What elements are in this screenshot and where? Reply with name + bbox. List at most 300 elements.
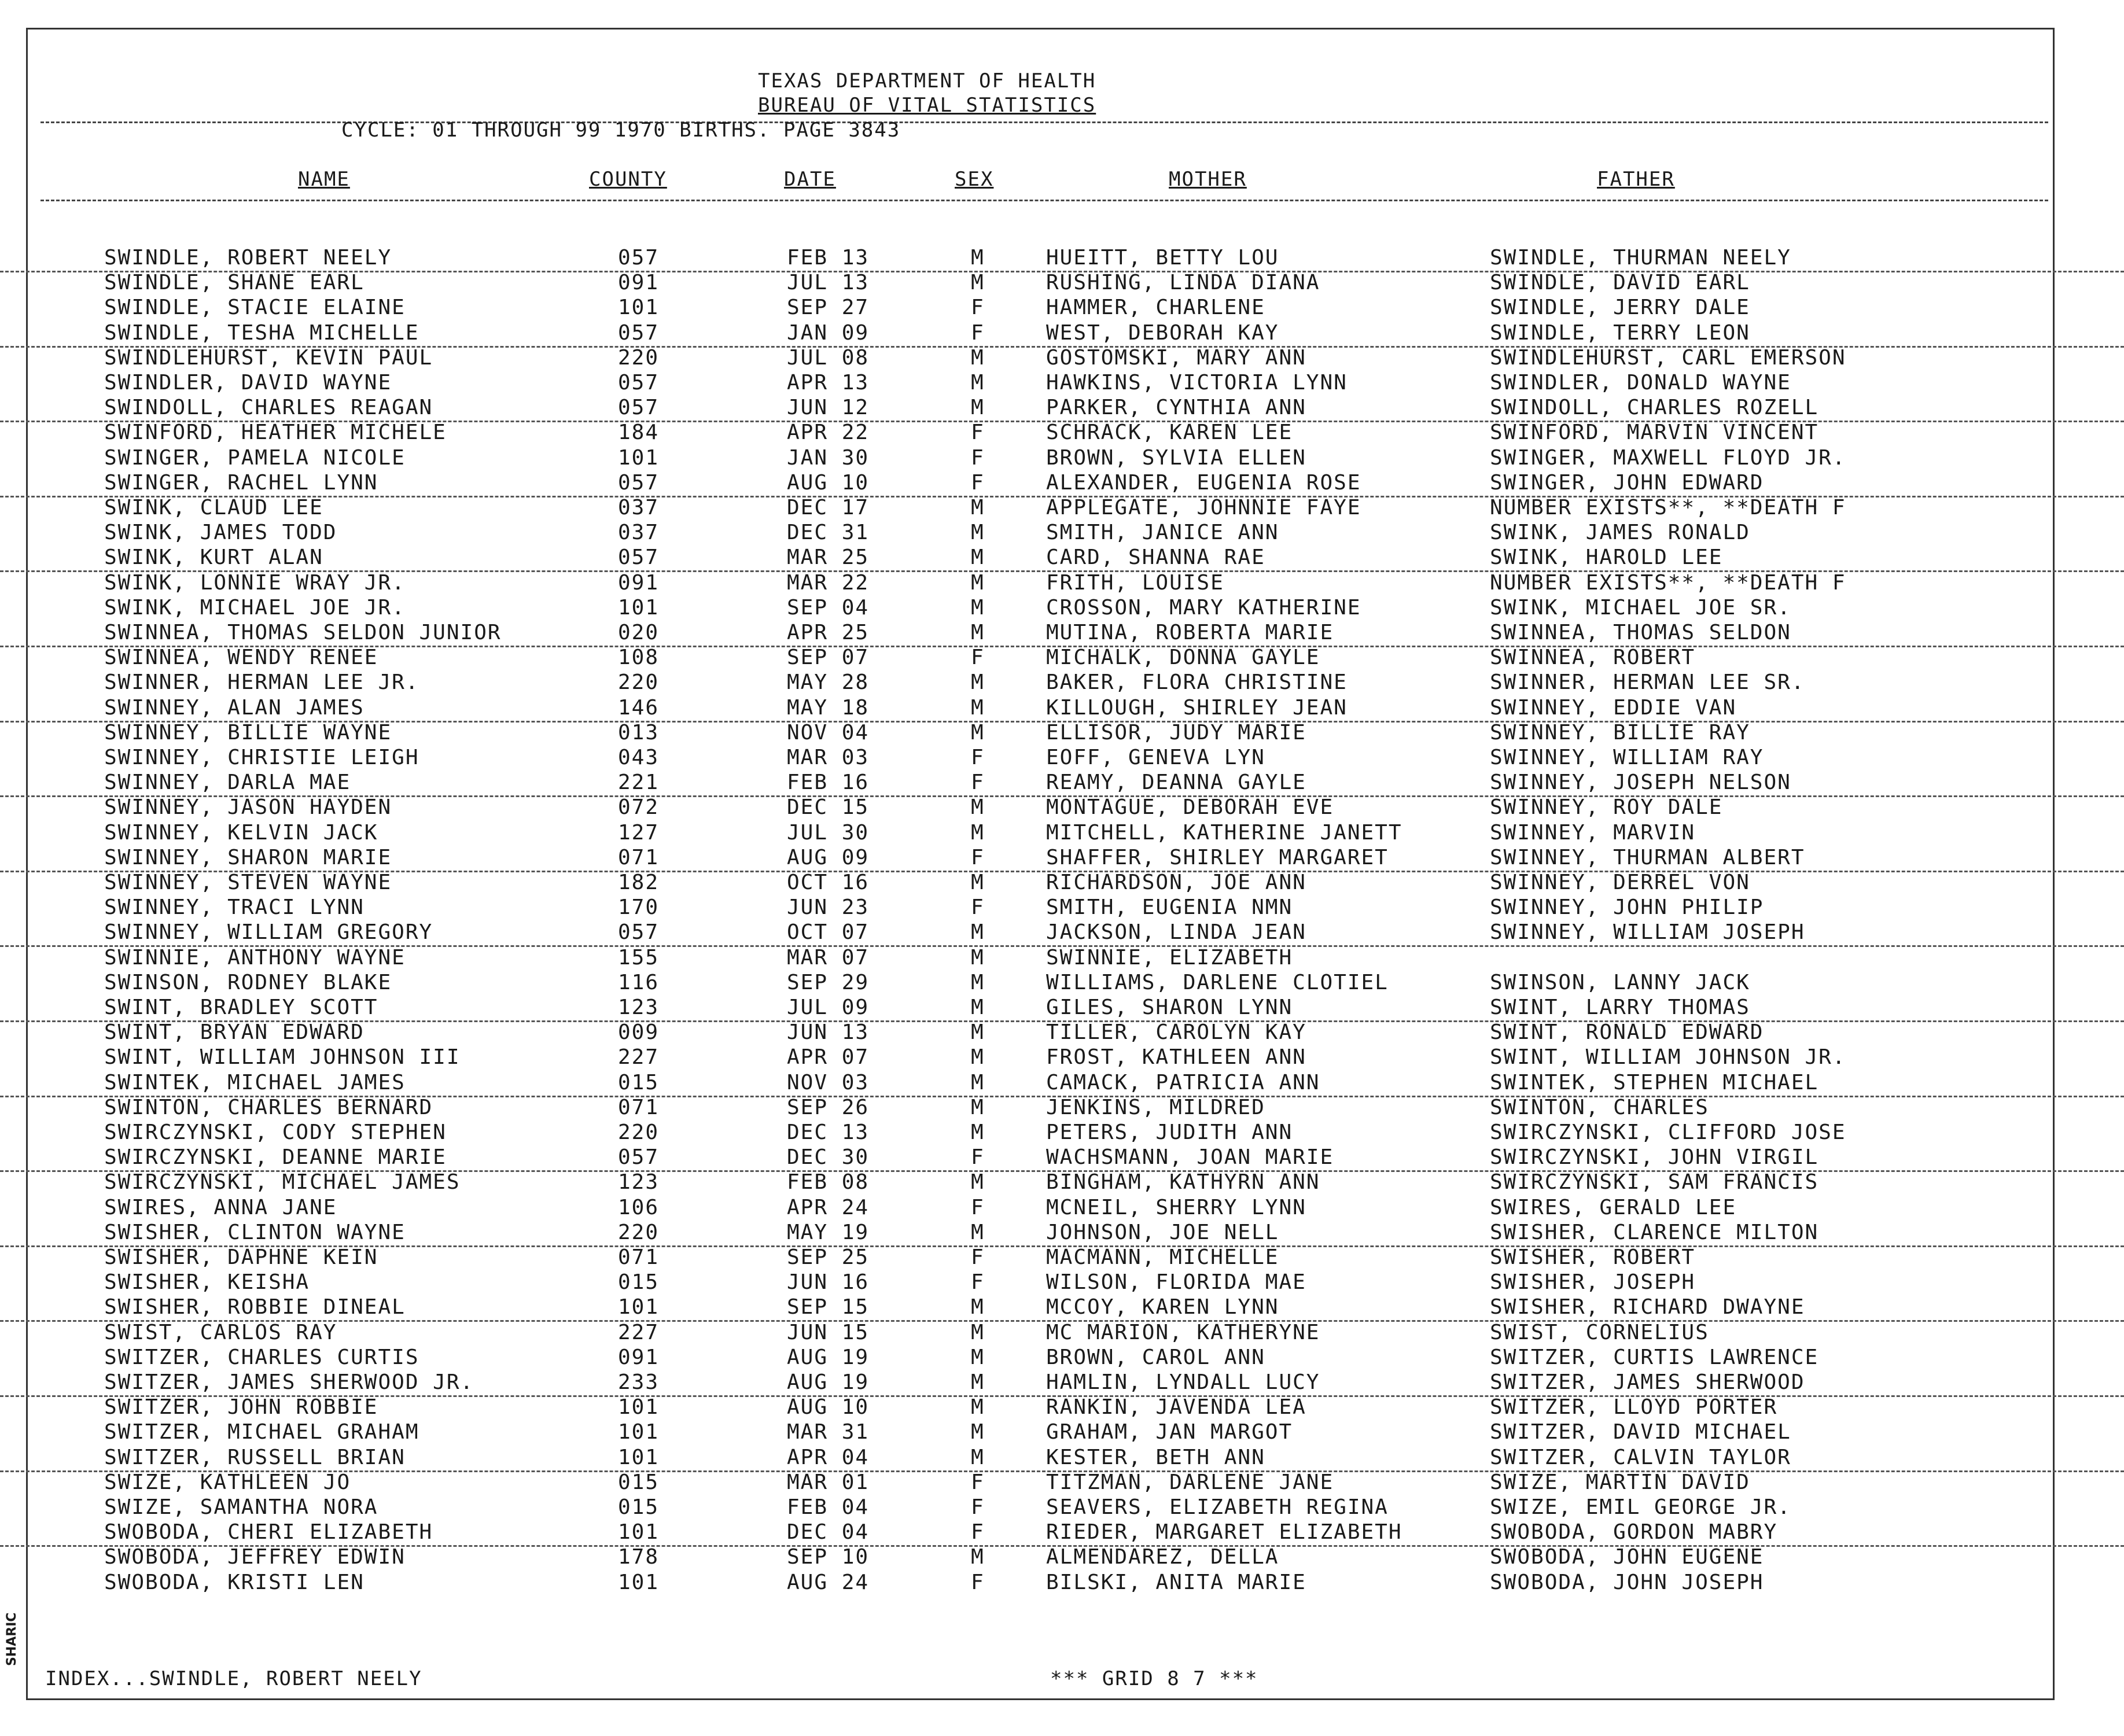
cell-mother: PARKER, CYNTHIA ANN	[1046, 396, 1306, 420]
cell-date: AUG 10	[787, 1395, 870, 1420]
cell-father: SWITZER, CURTIS LAWRENCE	[1490, 1345, 1819, 1369]
column-header-father: FATHER	[1597, 168, 1675, 191]
cell-sex: M	[971, 1220, 985, 1244]
cell-county: 015	[618, 1495, 660, 1519]
cell-date: FEB 16	[787, 771, 870, 795]
cell-sex: M	[971, 1545, 985, 1569]
table-row	[0, 371, 2124, 396]
cell-date: SEP 07	[787, 646, 870, 670]
cell-mother: RIEDER, MARGARET ELIZABETH	[1046, 1520, 1402, 1545]
cell-mother: RICHARDSON, JOE ANN	[1046, 871, 1306, 894]
cell-mother: MACMANN, MICHELLE	[1046, 1245, 1279, 1269]
cell-name: SWITZER, MICHAEL GRAHAM	[104, 1420, 419, 1444]
table-row	[0, 1446, 2124, 1472]
table-row	[0, 946, 2124, 971]
cell-name: SWIST, CARLOS RAY	[104, 1320, 337, 1344]
cell-sex: F	[971, 1520, 985, 1545]
table-row	[0, 1321, 2124, 1346]
cell-father: SWOBODA, JOHN EUGENE	[1490, 1545, 1764, 1569]
cell-county: 071	[618, 1095, 660, 1119]
cell-name: SWOBODA, KRISTI LEN	[104, 1570, 365, 1594]
cell-name: SWIRES, ANNA JANE	[104, 1195, 337, 1219]
cell-father: SWINDLEHURST, CARL EMERSON	[1490, 345, 1846, 370]
cell-county: 101	[618, 296, 660, 320]
cell-father: SWIRCZYNSKI, CLIFFORD JOSE	[1490, 1121, 1846, 1144]
table-row	[0, 895, 2124, 920]
table-row	[0, 1045, 2124, 1070]
cell-father: SWINDLE, THURMAN NEELY	[1490, 246, 1791, 270]
cell-mother: MITCHELL, KATHERINE JANETT	[1046, 820, 1402, 845]
cell-name: SWINNEY, CHRISTIE LEIGH	[104, 746, 419, 769]
table-row	[0, 1470, 2124, 1495]
table-row	[0, 271, 2124, 296]
cell-county: 220	[618, 345, 660, 370]
column-header-sex: SEX	[955, 168, 994, 191]
cell-county: 057	[618, 470, 660, 495]
table-row	[0, 1346, 2124, 1370]
cell-father: SWINDLE, DAVID EARL	[1490, 271, 1750, 295]
table-row	[0, 1020, 2124, 1045]
cell-mother: HAMMER, CHARLENE	[1046, 296, 1265, 320]
cell-sex: M	[971, 371, 985, 395]
cell-date: FEB 04	[787, 1495, 870, 1519]
cell-name: SWITZER, CHARLES CURTIS	[104, 1345, 419, 1369]
cell-father: SWIRCZYNSKI, JOHN VIRGIL	[1490, 1145, 1819, 1170]
table-row	[0, 670, 2124, 695]
cell-mother: MICHALK, DONNA GAYLE	[1046, 646, 1320, 670]
cell-date: MAY 18	[787, 695, 870, 720]
cell-name: SWINTON, CHARLES BERNARD	[104, 1095, 433, 1119]
cell-date: NOV 04	[787, 720, 870, 744]
table-row	[0, 721, 2124, 746]
cell-county: 037	[618, 496, 660, 519]
cell-name: SWINK, MICHAEL JOE JR.	[104, 595, 406, 620]
cell-name: SWITZER, RUSSELL BRIAN	[104, 1445, 406, 1469]
cell-date: APR 24	[787, 1195, 870, 1219]
cell-father: SWITZER, DAVID MICHAEL	[1490, 1420, 1791, 1444]
column-header-mother: MOTHER	[1169, 168, 1247, 191]
cell-name: SWINDLE, SHANE EARL	[104, 271, 365, 295]
cell-county: 108	[618, 646, 660, 670]
cell-sex: M	[971, 670, 985, 695]
cell-name: SWINT, BRADLEY SCOTT	[104, 996, 378, 1019]
cell-sex: M	[971, 996, 985, 1019]
cell-sex: M	[971, 920, 985, 945]
table-row	[0, 646, 2124, 670]
table-row	[0, 1071, 2124, 1097]
cell-father: SWINDLE, TERRY LEON	[1490, 320, 1750, 345]
cell-mother: KESTER, BETH ANN	[1046, 1445, 1265, 1469]
cell-sex: M	[971, 1295, 985, 1319]
cell-name: SWINNEY, SHARON MARIE	[104, 845, 392, 869]
column-header-date: DATE	[784, 168, 836, 191]
cell-name: SWITZER, JOHN ROBBIE	[104, 1395, 378, 1420]
cell-mother: SWINNIE, ELIZABETH	[1046, 945, 1293, 970]
cell-father: SWINT, LARRY THOMAS	[1490, 996, 1750, 1019]
cell-sex: M	[971, 1121, 985, 1144]
table-row	[0, 1520, 2124, 1547]
cell-father: SWIRCZYNSKI, SAM FRANCIS	[1490, 1170, 1819, 1195]
cell-date: DEC 31	[787, 521, 870, 545]
cell-mother: BAKER, FLORA CHRISTINE	[1046, 670, 1348, 695]
table-row	[0, 1196, 2124, 1221]
cell-county: 106	[618, 1195, 660, 1219]
cell-father: SWISHER, JOSEPH	[1490, 1270, 1696, 1295]
cell-date: AUG 09	[787, 845, 870, 869]
cell-mother: WEST, DEBORAH KAY	[1046, 320, 1279, 345]
table-row	[0, 821, 2124, 846]
cell-date: JUL 30	[787, 820, 870, 845]
cell-father: SWINGER, MAXWELL FLOYD JR.	[1490, 445, 1846, 470]
cell-sex: M	[971, 1445, 985, 1469]
cell-father: SWIST, CORNELIUS	[1490, 1320, 1709, 1344]
cell-father: SWISHER, ROBERT	[1490, 1245, 1696, 1269]
table-row	[0, 1370, 2124, 1397]
cell-sex: F	[971, 296, 985, 320]
table-row	[0, 571, 2124, 596]
cell-father: SWITZER, CALVIN TAYLOR	[1490, 1445, 1791, 1469]
cell-name: SWINGER, PAMELA NICOLE	[104, 445, 406, 470]
cell-name: SWINT, BRYAN EDWARD	[104, 1020, 365, 1045]
cell-county: 057	[618, 1145, 660, 1170]
cell-county: 057	[618, 920, 660, 945]
cell-county: 020	[618, 621, 660, 644]
cell-sex: F	[971, 746, 985, 769]
cell-father: SWITZER, JAMES SHERWOOD	[1490, 1370, 1805, 1394]
column-header-county: COUNTY	[589, 168, 667, 191]
cell-date: APR 13	[787, 371, 870, 395]
cell-county: 184	[618, 421, 660, 445]
table-row	[0, 446, 2124, 471]
cell-date: JUN 23	[787, 895, 870, 920]
cell-county: 091	[618, 1345, 660, 1369]
cell-sex: F	[971, 771, 985, 795]
table-row	[0, 1221, 2124, 1247]
cell-date: DEC 13	[787, 1121, 870, 1144]
cell-father: SWINDOLL, CHARLES ROZELL	[1490, 396, 1819, 420]
cell-sex: F	[971, 470, 985, 495]
cell-name: SWINNEY, JASON HAYDEN	[104, 795, 392, 820]
cell-sex: M	[971, 595, 985, 620]
cell-date: FEB 08	[787, 1170, 870, 1195]
cell-name: SWINDLEHURST, KEVIN PAUL	[104, 345, 433, 370]
cell-mother: APPLEGATE, JOHNNIE FAYE	[1046, 496, 1361, 519]
cell-date: AUG 19	[787, 1345, 870, 1369]
cell-name: SWISHER, DAPHNE KEIN	[104, 1245, 378, 1269]
table-row	[0, 996, 2124, 1022]
cell-county: 101	[618, 1420, 660, 1444]
table-row	[0, 1420, 2124, 1445]
cell-date: APR 07	[787, 1045, 870, 1070]
cell-county: 101	[618, 445, 660, 470]
cell-sex: M	[971, 271, 985, 295]
cell-sex: M	[971, 820, 985, 845]
cell-sex: M	[971, 1320, 985, 1344]
cell-name: SWINDLE, STACIE ELAINE	[104, 296, 406, 320]
side-label: SHARIC	[5, 1612, 19, 1666]
cell-name: SWIZE, KATHLEEN JO	[104, 1470, 351, 1494]
table-row	[0, 1495, 2124, 1520]
cell-father: SWOBODA, JOHN JOSEPH	[1490, 1570, 1764, 1594]
cell-name: SWITZER, JAMES SHERWOOD JR.	[104, 1370, 474, 1394]
cell-father: SWINK, HAROLD LEE	[1490, 546, 1723, 570]
table-row	[0, 1395, 2124, 1420]
cell-mother: MC MARION, KATHERYNE	[1046, 1320, 1320, 1344]
cell-name: SWINK, LONNIE WRAY JR.	[104, 570, 406, 595]
cell-date: JUN 15	[787, 1320, 870, 1344]
cell-father: SWINSON, LANNY JACK	[1490, 970, 1750, 994]
cell-mother: WILLIAMS, DARLENE CLOTIEL	[1046, 970, 1389, 994]
cell-county: 146	[618, 695, 660, 720]
cell-mother: WACHSMANN, JOAN MARIE	[1046, 1145, 1334, 1170]
cell-date: AUG 10	[787, 470, 870, 495]
cell-county: 057	[618, 371, 660, 395]
cycle-line: CYCLE: 01 THROUGH 99 1970 BIRTHS. PAGE 3843	[341, 119, 901, 142]
table-row	[0, 496, 2124, 521]
table-row	[0, 521, 2124, 546]
cell-date: JUN 16	[787, 1270, 870, 1295]
cell-date: DEC 30	[787, 1145, 870, 1170]
cell-date: JUL 09	[787, 996, 870, 1019]
cell-date: MAR 01	[787, 1470, 870, 1494]
cell-sex: M	[971, 1070, 985, 1094]
cell-name: SWOBODA, CHERI ELIZABETH	[104, 1520, 433, 1545]
cell-father: SWINNEY, DERREL VON	[1490, 871, 1750, 894]
cell-father: SWITZER, LLOYD PORTER	[1490, 1395, 1778, 1420]
cell-date: OCT 16	[787, 871, 870, 894]
cell-father: SWINNEY, WILLIAM RAY	[1490, 746, 1764, 769]
cell-county: 220	[618, 1121, 660, 1144]
column-header-name: NAME	[298, 168, 350, 191]
footer-grid: *** GRID 8 7 ***	[1050, 1667, 1258, 1690]
cell-mother: REAMY, DEANNA GAYLE	[1046, 771, 1306, 795]
cell-sex: M	[971, 1420, 985, 1444]
cell-father: SWINDLE, JERRY DALE	[1490, 296, 1750, 320]
cell-sex: F	[971, 445, 985, 470]
cell-mother: GILES, SHARON LYNN	[1046, 996, 1293, 1019]
cell-date: SEP 25	[787, 1245, 870, 1269]
table-row	[0, 696, 2124, 723]
cell-date: JUL 13	[787, 271, 870, 295]
cell-county: 015	[618, 1470, 660, 1494]
cell-mother: JACKSON, LINDA JEAN	[1046, 920, 1306, 945]
cell-mother: CARD, SHANNA RAE	[1046, 546, 1265, 570]
table-row	[0, 1571, 2124, 1595]
cell-sex: M	[971, 246, 985, 270]
cell-county: 123	[618, 996, 660, 1019]
table-row	[0, 421, 2124, 445]
cell-date: MAR 22	[787, 570, 870, 595]
cell-sex: F	[971, 320, 985, 345]
cell-date: JUN 13	[787, 1020, 870, 1045]
cell-father: SWINNEA, THOMAS SELDON	[1490, 621, 1791, 644]
cell-sex: M	[971, 1345, 985, 1369]
table-row	[0, 771, 2124, 797]
cell-date: MAY 19	[787, 1220, 870, 1244]
cell-mother: SMITH, EUGENIA NMN	[1046, 895, 1293, 920]
cell-sex: F	[971, 1270, 985, 1295]
cell-date: SEP 29	[787, 970, 870, 994]
cell-county: 178	[618, 1545, 660, 1569]
cell-date: AUG 24	[787, 1570, 870, 1594]
cell-father: SWINNEA, ROBERT	[1490, 646, 1696, 670]
table-row	[0, 971, 2124, 996]
cell-sex: F	[971, 646, 985, 670]
cell-sex: M	[971, 546, 985, 570]
cell-sex: M	[971, 1020, 985, 1045]
cell-name: SWIRCZYNSKI, CODY STEPHEN	[104, 1121, 447, 1144]
cell-father: NUMBER EXISTS**, **DEATH F	[1490, 496, 1846, 519]
table-row	[0, 1270, 2124, 1295]
cell-mother: SCHRACK, KAREN LEE	[1046, 421, 1293, 445]
cell-county: 101	[618, 1520, 660, 1545]
cell-county: 015	[618, 1270, 660, 1295]
cell-father: SWINNER, HERMAN LEE SR.	[1490, 670, 1805, 695]
cell-father: SWINGER, JOHN EDWARD	[1490, 470, 1764, 495]
cell-father: SWIZE, EMIL GEORGE JR.	[1490, 1495, 1791, 1519]
cell-sex: M	[971, 621, 985, 644]
cell-father: SWINT, RONALD EDWARD	[1490, 1020, 1764, 1045]
cell-father: SWINDLER, DONALD WAYNE	[1490, 371, 1791, 395]
cell-father: SWIRES, GERALD LEE	[1490, 1195, 1737, 1219]
cell-date: DEC 04	[787, 1520, 870, 1545]
table-row	[0, 1170, 2124, 1195]
cell-name: SWINK, CLAUD LEE	[104, 496, 323, 519]
cell-county: 071	[618, 1245, 660, 1269]
cell-county: 101	[618, 1570, 660, 1594]
cell-county: 091	[618, 271, 660, 295]
cell-name: SWINNEY, STEVEN WAYNE	[104, 871, 392, 894]
cell-name: SWINNEY, TRACI LYNN	[104, 895, 365, 920]
cell-name: SWOBODA, JEFFREY EDWIN	[104, 1545, 406, 1569]
table-row	[0, 546, 2124, 572]
cell-county: 170	[618, 895, 660, 920]
cell-date: MAR 31	[787, 1420, 870, 1444]
cell-name: SWINGER, RACHEL LYNN	[104, 470, 378, 495]
cell-mother: EOFF, GENEVA LYN	[1046, 746, 1265, 769]
cell-date: SEP 04	[787, 595, 870, 620]
cell-date: MAY 28	[787, 670, 870, 695]
cell-sex: F	[971, 1145, 985, 1170]
cell-mother: GOSTOMSKI, MARY ANN	[1046, 345, 1306, 370]
cell-date: JUL 08	[787, 345, 870, 370]
cell-mother: MCCOY, KAREN LYNN	[1046, 1295, 1279, 1319]
cell-date: SEP 10	[787, 1545, 870, 1569]
cell-name: SWINNIE, ANTHONY WAYNE	[104, 945, 406, 970]
cell-county: 182	[618, 871, 660, 894]
cell-mother: FRITH, LOUISE	[1046, 570, 1224, 595]
cell-sex: F	[971, 1470, 985, 1494]
cell-mother: KILLOUGH, SHIRLEY JEAN	[1046, 695, 1348, 720]
cell-name: SWISHER, KEISHA	[104, 1270, 310, 1295]
cell-county: 220	[618, 670, 660, 695]
cell-county: 091	[618, 570, 660, 595]
cell-date: SEP 26	[787, 1095, 870, 1119]
table-row	[0, 596, 2124, 621]
cell-date: OCT 07	[787, 920, 870, 945]
cell-county: 123	[618, 1170, 660, 1195]
cell-mother: ELLISOR, JUDY MARIE	[1046, 720, 1306, 744]
cell-mother: ALMENDAREZ, DELLA	[1046, 1545, 1279, 1569]
cell-mother: CAMACK, PATRICIA ANN	[1046, 1070, 1320, 1094]
cell-name: SWINNEY, KELVIN JACK	[104, 820, 378, 845]
table-row	[0, 846, 2124, 872]
cell-mother: BROWN, CAROL ANN	[1046, 1345, 1265, 1369]
cell-father: SWINTEK, STEPHEN MICHAEL	[1490, 1070, 1819, 1094]
table-row	[0, 1096, 2124, 1121]
cell-father: SWINK, JAMES RONALD	[1490, 521, 1750, 545]
cell-mother: WILSON, FLORIDA MAE	[1046, 1270, 1306, 1295]
cell-mother: TILLER, CAROLYN KAY	[1046, 1020, 1306, 1045]
cell-sex: F	[971, 845, 985, 869]
cell-date: AUG 19	[787, 1370, 870, 1394]
cell-county: 101	[618, 1295, 660, 1319]
cell-name: SWINNEA, THOMAS SELDON JUNIOR	[104, 621, 502, 644]
cell-county: 057	[618, 246, 660, 270]
cell-mother: RANKIN, JAVENDA LEA	[1046, 1395, 1306, 1420]
cell-sex: F	[971, 1570, 985, 1594]
cell-sex: M	[971, 496, 985, 519]
table-row	[0, 795, 2124, 820]
table-row	[0, 920, 2124, 947]
cell-sex: M	[971, 945, 985, 970]
header-title: TEXAS DEPARTMENT OF HEALTH	[758, 69, 1096, 93]
table-row	[0, 1245, 2124, 1270]
cell-name: SWISHER, ROBBIE DINEAL	[104, 1295, 406, 1319]
table-row	[0, 1545, 2124, 1570]
cell-sex: M	[971, 795, 985, 820]
cell-date: DEC 15	[787, 795, 870, 820]
cell-county: 127	[618, 820, 660, 845]
cell-date: JAN 30	[787, 445, 870, 470]
cell-name: SWINNEY, WILLIAM GREGORY	[104, 920, 433, 945]
cell-county: 043	[618, 746, 660, 769]
cell-county: 227	[618, 1045, 660, 1070]
cell-father: SWINTON, CHARLES	[1490, 1095, 1709, 1119]
cell-date: NOV 03	[787, 1070, 870, 1094]
cell-sex: M	[971, 521, 985, 545]
cell-sex: F	[971, 421, 985, 445]
cell-mother: HAMLIN, LYNDALL LUCY	[1046, 1370, 1320, 1394]
cell-date: MAR 25	[787, 546, 870, 570]
cell-name: SWINDLE, ROBERT NEELY	[104, 246, 392, 270]
cell-mother: SMITH, JANICE ANN	[1046, 521, 1279, 545]
cell-date: FEB 13	[787, 246, 870, 270]
cell-mother: FROST, KATHLEEN ANN	[1046, 1045, 1306, 1070]
cell-sex: M	[971, 1095, 985, 1119]
cell-name: SWINSON, RODNEY BLAKE	[104, 970, 392, 994]
cell-sex: F	[971, 1495, 985, 1519]
cell-sex: F	[971, 1195, 985, 1219]
cell-county: 155	[618, 945, 660, 970]
cell-sex: M	[971, 871, 985, 894]
cell-county: 221	[618, 771, 660, 795]
cell-mother: BILSKI, ANITA MARIE	[1046, 1570, 1306, 1594]
cell-county: 009	[618, 1020, 660, 1045]
cell-father: SWINNEY, WILLIAM JOSEPH	[1490, 920, 1805, 945]
cell-father: NUMBER EXISTS**, **DEATH F	[1490, 570, 1846, 595]
cell-mother: CROSSON, MARY KATHERINE	[1046, 595, 1361, 620]
cell-date: APR 25	[787, 621, 870, 644]
cell-name: SWIZE, SAMANTHA NORA	[104, 1495, 378, 1519]
cell-father: SWIZE, MARTIN DAVID	[1490, 1470, 1750, 1494]
cell-date: DEC 17	[787, 496, 870, 519]
table-row	[0, 471, 2124, 497]
cell-mother: JENKINS, MILDRED	[1046, 1095, 1265, 1119]
cell-father: SWINNEY, ROY DALE	[1490, 795, 1723, 820]
cell-name: SWINNEY, DARLA MAE	[104, 771, 351, 795]
cell-date: MAR 03	[787, 746, 870, 769]
